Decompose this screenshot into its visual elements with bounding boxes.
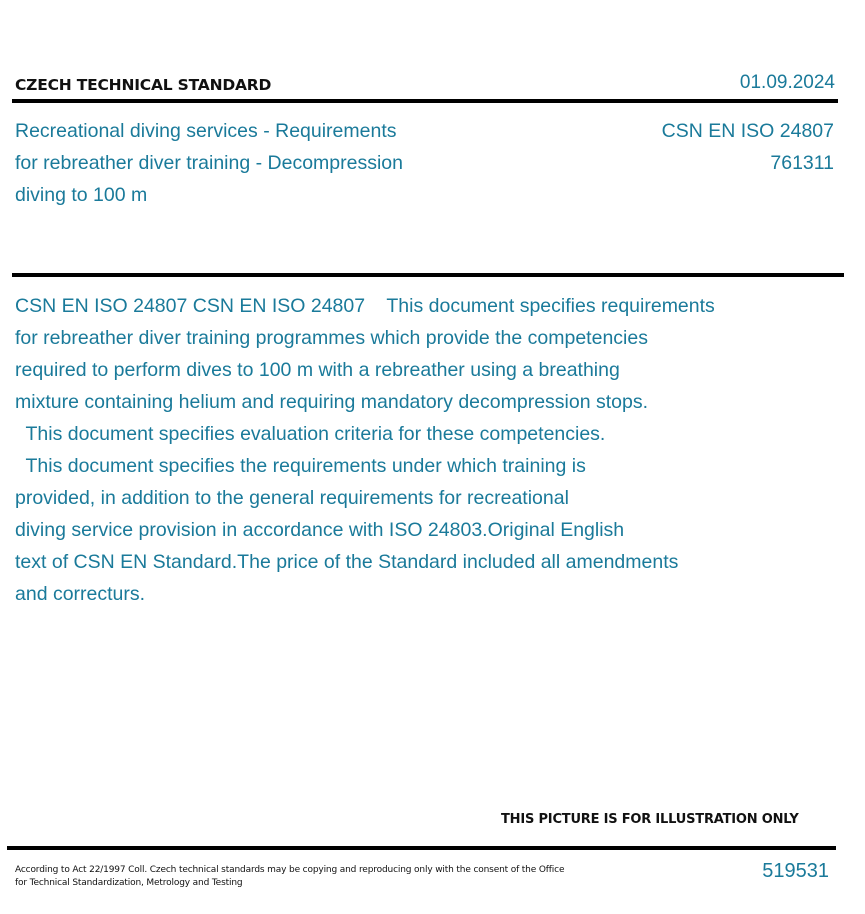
abstract-line: CSN EN ISO 24807 CSN EN ISO 24807 This document specifies requirements bbox=[15, 295, 715, 317]
publication-date: 01.09.2024 bbox=[739, 72, 835, 93]
abstract-line: provided, in addition to the general requirements for recreational bbox=[15, 487, 569, 509]
standard-title-line: for rebreather diver training - Decompression bbox=[15, 152, 404, 174]
abstract-line: diving service provision in accordance with ISO 24803.Original English bbox=[15, 519, 625, 541]
abstract-text bbox=[15, 290, 815, 610]
abstract-line: This document specifies evaluation criteria for these competencies. bbox=[15, 423, 606, 445]
legal-notice bbox=[15, 864, 615, 890]
top-divider bbox=[12, 99, 838, 103]
standard-code: CSN EN ISO 24807 bbox=[661, 120, 834, 142]
document-id: 519531 bbox=[762, 860, 829, 882]
standard-title-line: Recreational diving services - Requirements bbox=[15, 120, 397, 142]
abstract-line: This document specifies the requirements under which training is bbox=[15, 455, 586, 477]
illustration-disclaimer: THIS PICTURE IS FOR ILLUSTRATION ONLY bbox=[501, 812, 799, 827]
document-type-heading: CZECH TECHNICAL STANDARD bbox=[15, 76, 272, 94]
abstract-line: required to perform dives to 100 m with a rebreather using a breathing bbox=[15, 359, 620, 381]
standard-title-line: diving to 100 m bbox=[15, 184, 148, 206]
standard-identifiers bbox=[662, 115, 834, 179]
middle-divider bbox=[12, 273, 844, 277]
abstract-line: for rebreather diver training programmes which provide the competencies bbox=[15, 327, 648, 349]
abstract-line: and correcturs. bbox=[15, 583, 146, 605]
abstract-line: text of CSN EN Standard.The price of the Standard included all amendments bbox=[15, 551, 679, 573]
legal-notice-line: for Technical Standardization, Metrology and Testing bbox=[15, 878, 243, 888]
legal-notice-line: According to Act 22/1997 Coll. Czech technical standards may be copying and reproducing only with the consent of the Office bbox=[15, 865, 565, 875]
classification-number: 761311 bbox=[770, 152, 834, 174]
bottom-divider bbox=[7, 846, 836, 850]
standard-title bbox=[15, 115, 455, 211]
abstract-line: mixture containing helium and requiring mandatory decompression stops. bbox=[15, 391, 648, 413]
